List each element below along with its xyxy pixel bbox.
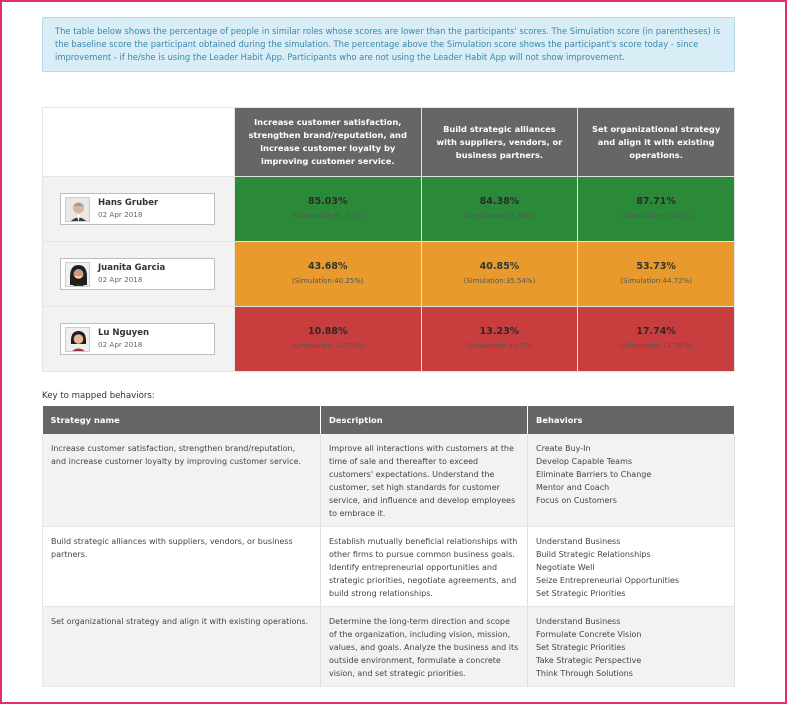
behavior-item: Take Strategic Perspective: [536, 656, 642, 665]
score-percent: 10.88%: [307, 326, 348, 337]
participant-row: [43, 307, 735, 372]
avatar: [65, 262, 90, 287]
behavior-list: [528, 434, 735, 527]
strategy-description: Establish mutually beneficial relationships with other firms to pursue common business goals. Identify entrepreneurial opportunities and strategic priorities, negotiate agreements, and build strong relationships.: [321, 527, 528, 607]
avatar: [65, 327, 90, 352]
participant-card[interactable]: [60, 258, 215, 290]
key-header-strategy: Strategy name: [43, 406, 321, 434]
strategy-description: Determine the long-term direction and scope of the organization, including vision, mission, values, and goals. Analyze the business and its outside environment, formulate a concrete vision, and set strategic priorities.: [321, 607, 528, 687]
score-header-alliances: Build strategic alliances with suppliers, vendors, or business partners.: [421, 108, 578, 177]
participant-date: 02 Apr 2018: [98, 340, 143, 349]
participant-name: Lu Nguyen: [98, 328, 150, 338]
behavior-list: [528, 607, 735, 687]
behavior-item: Understand Business: [536, 537, 621, 546]
key-header-description: Description: [321, 406, 528, 434]
behavior-item: Mentor and Coach: [536, 483, 610, 492]
score-percent: 87.71%: [636, 196, 676, 207]
score-cell: [578, 177, 735, 242]
behavior-item: Focus on Customers: [536, 496, 617, 505]
scores-header-row: [43, 108, 735, 177]
score-cell: [578, 307, 735, 372]
simulation-score: (Simulation:11.78%): [620, 342, 693, 350]
score-percent: 13.23%: [479, 326, 520, 337]
key-header-row: [43, 406, 735, 434]
simulation-score: (Simulation:44.72%): [620, 277, 693, 285]
behavior-item: Set Strategic Priorities: [536, 589, 626, 598]
participant-card[interactable]: [60, 193, 215, 225]
score-cell: [234, 242, 421, 307]
corner-cell: [43, 108, 235, 177]
simulation-score: (Simulation:78.88%): [463, 212, 536, 220]
score-percent: 84.38%: [479, 196, 520, 207]
score-cell: [421, 177, 578, 242]
key-row: [43, 434, 735, 527]
behaviors-key-table: [42, 406, 735, 687]
simulation-score: (Simulation:81.48%): [620, 212, 693, 220]
participant-row: [43, 242, 735, 307]
scores-table: [42, 107, 735, 372]
participant-card[interactable]: [60, 323, 215, 355]
key-label: Key to mapped behaviors:: [42, 391, 155, 401]
behavior-item: Build Strategic Relationships: [536, 550, 651, 559]
score-cell: [234, 307, 421, 372]
behavior-item: Develop Capable Teams: [536, 457, 633, 466]
simulation-score: (Simulation:40.25%): [291, 277, 364, 285]
simulation-score: (Simulation:81.27%): [291, 212, 364, 220]
score-cell: [421, 242, 578, 307]
score-percent: 53.73%: [636, 261, 676, 272]
score-percent: 43.68%: [307, 261, 348, 272]
score-percent: 17.74%: [636, 326, 676, 337]
participant-name: Juanita Garcia: [98, 263, 166, 273]
key-row: [43, 607, 735, 687]
participant-date: 02 Apr 2018: [98, 275, 143, 284]
key-header-behaviors: Behaviors: [528, 406, 735, 434]
strategy-description: Improve all interactions with customers at the time of sale and thereafter to exceed customers' expectations. Understand the customer, set high standards for customer service, and influence and develop employees to embrace it.: [321, 434, 528, 527]
behavior-item: Formulate Concrete Vision: [536, 630, 642, 639]
simulation-score: (Simulation:8.07%): [465, 342, 534, 350]
strategy-name: Increase customer satisfaction, strengthen brand/reputation, and increase customer loyalty by improving customer service.: [43, 434, 321, 527]
score-cell: [421, 307, 578, 372]
behavior-list: [528, 527, 735, 607]
info-alert: The table below shows the percentage of people in similar roles whose scores are lower than the participants' scores. The Simulation score (in parentheses) is the baseline score the participant obtained during the simulation. The percentage above the Simulation score shows the participant's score today - since improvement - if he/she is using the Leader Habit App. Participants who are not using the Leader Habit App will not show improvement.: [42, 17, 735, 72]
behavior-item: Set Strategic Priorities: [536, 643, 626, 652]
behavior-item: Seize Entrepreneurial Opportunities: [536, 576, 680, 585]
key-row: [43, 527, 735, 607]
strategy-name: Set organizational strategy and align it with existing operations.: [43, 607, 321, 687]
behavior-item: Eliminate Barriers to Change: [536, 470, 652, 479]
simulation-score: (Simulation:35.54%): [463, 277, 536, 285]
score-percent: 40.85%: [479, 261, 520, 272]
participant-date: 02 Apr 2018: [98, 210, 143, 219]
score-header-strategy: Set organizational strategy and align it with existing operations.: [578, 108, 735, 177]
avatar: [65, 197, 90, 222]
participant-row: [43, 177, 735, 242]
participant-name: Hans Gruber: [98, 198, 159, 208]
score-percent: 85.03%: [307, 196, 348, 207]
score-cell: [578, 242, 735, 307]
behavior-item: Think Through Solutions: [536, 669, 633, 678]
strategy-name: Build strategic alliances with suppliers, vendors, or business partners.: [43, 527, 321, 607]
behavior-item: Create Buy-In: [536, 444, 591, 453]
behavior-item: Negotiate Well: [536, 563, 595, 572]
simulation-score: (Simulation:10.59%): [291, 342, 364, 350]
score-header-customer: Increase customer satisfaction, strengthen brand/reputation, and increase customer loyalty by improving customer service.: [234, 108, 421, 177]
score-cell: [234, 177, 421, 242]
behavior-item: Understand Business: [536, 617, 621, 626]
